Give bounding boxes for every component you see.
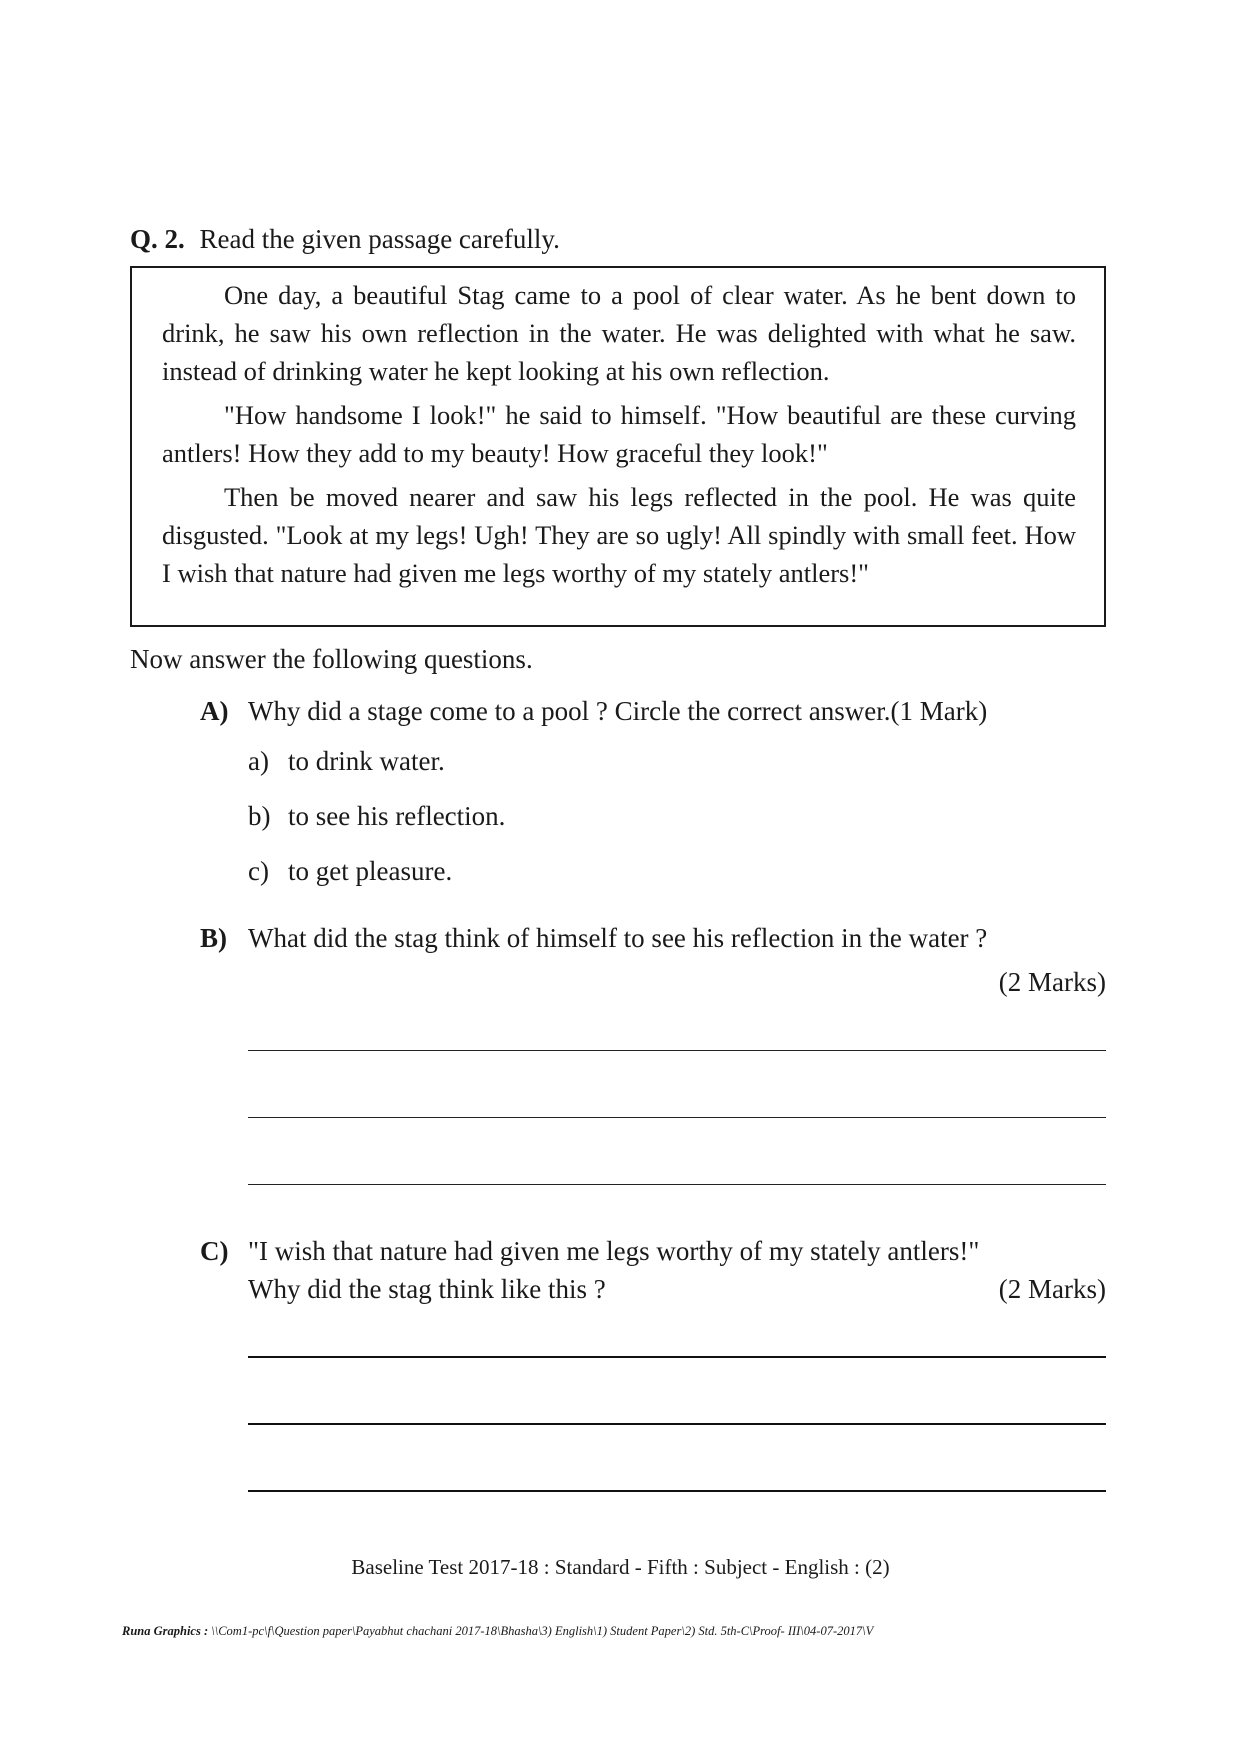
credit-label: Runa Graphics : [122, 1624, 209, 1638]
option-a-text: to drink water. [288, 746, 445, 776]
subquestion-b-label: B) [200, 923, 227, 953]
subquestion-b [200, 919, 1106, 957]
passage-paragraph-2: "How handsome I look!" he said to himself. "How beautiful are these curving antlers! How they add to my beauty! How graceful they look!" [162, 400, 1076, 468]
passage-paragraph-1: One day, a beautiful Stag came to a pool of clear water. As he bent down to drink, he saw his own reflection in the water. He was delighted with what he saw. instead of drinking water he kept looking at his own reflection. [162, 280, 1076, 386]
option-a[interactable] [248, 744, 445, 778]
print-credit [122, 1624, 873, 1639]
credit-path: \\Com1-pc\f\Question paper\Payabhut chachani 2017-18\Bhasha\3) English\1) Student Paper\2) Std. 5th-C\Proof- III\04-07-2017\V [211, 1624, 874, 1638]
subquestion-c-text-line1: "I wish that nature had given me legs worthy of my stately antlers!" [248, 1236, 980, 1266]
option-a-label: a) [248, 746, 269, 776]
answer-line[interactable] [248, 1423, 1106, 1425]
subquestion-c-label: C) [200, 1236, 229, 1266]
subquestion-c-text-line2: Why did the stag think like this ? [248, 1274, 606, 1304]
answer-line[interactable] [248, 1117, 1106, 1118]
option-b[interactable] [248, 799, 505, 833]
subquestion-b-text: What did the stag think of himself to see his reflection in the water ? [248, 923, 988, 953]
question-number: Q. 2. [130, 224, 185, 254]
passage-box [130, 266, 1106, 627]
subquestion-a-text: Why did a stage come to a pool ? Circle the correct answer.(1 Mark) [248, 696, 988, 726]
answer-line[interactable] [248, 1050, 1106, 1051]
question-heading [130, 222, 560, 256]
option-b-text: to see his reflection. [288, 801, 506, 831]
answer-line[interactable] [248, 1184, 1106, 1185]
subquestion-c [200, 1232, 1106, 1270]
subquestion-c-marks: (2 Marks) [998, 1274, 1106, 1304]
answer-line[interactable] [248, 1356, 1106, 1358]
option-c-label: c) [248, 856, 269, 886]
passage-paragraph-3: Then be moved nearer and saw his legs reflected in the pool. He was quite disgusted. "Look at my legs! Ugh! They are so ugly! All spindly with small feet. How I wish that nature had given me legs worthy of my stately antlers!" [162, 482, 1076, 588]
option-b-label: b) [248, 801, 271, 831]
page-footer: Baseline Test 2017-18 : Standard - Fifth : Subject - English : (2) [351, 1555, 890, 1579]
subquestion-a-label: A) [200, 696, 229, 726]
answer-line[interactable] [248, 1490, 1106, 1492]
subquestion-b-marks: (2 Marks) [998, 967, 1106, 997]
option-c[interactable] [248, 854, 452, 888]
question-instruction: Read the given passage carefully. [199, 224, 560, 254]
subquestion-a [200, 692, 1106, 730]
option-c-text: to get pleasure. [288, 856, 453, 886]
answer-instruction: Now answer the following questions. [130, 644, 533, 674]
